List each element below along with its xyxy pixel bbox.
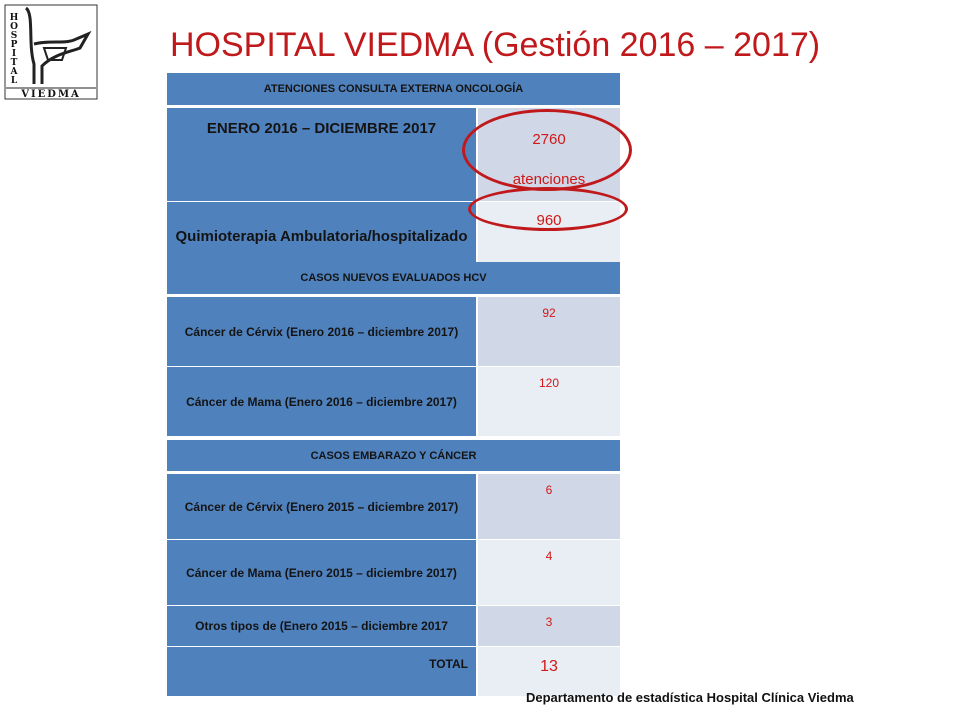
row-value: 960 [477, 202, 620, 273]
logo-letter-i: I [11, 49, 17, 59]
highlight-circle-chemotherapy [468, 187, 628, 231]
pregnancy-cancer-table [167, 440, 620, 696]
total-row [167, 647, 620, 697]
logo-letter-p: P [10, 40, 18, 50]
table-row [167, 606, 620, 647]
new-cases-table [167, 262, 620, 436]
hospital-logo [4, 4, 98, 100]
row-value: 4 [477, 540, 620, 606]
table-header: CASOS EMBARAZO Y CÁNCER [167, 440, 620, 473]
total-value: 13 [477, 647, 620, 697]
logo-letter-s: S [10, 31, 18, 41]
table-row [167, 473, 620, 540]
row-label: Otros tipos de (Enero 2015 – diciembre 2017 [167, 606, 477, 647]
row-label: Cáncer de Mama (Enero 2016 – diciembre 2017) [167, 367, 477, 437]
table-header: ATENCIONES CONSULTA EXTERNA ONCOLOGÍA [167, 73, 620, 107]
row-label: ENERO 2016 – DICIEMBRE 2017 [167, 107, 477, 202]
row-label: Cáncer de Cérvix (Enero 2015 – diciembre 2017) [167, 473, 477, 540]
consultations-count: 2760 [532, 131, 566, 148]
highlight-circle-consultations [462, 109, 632, 191]
row-value: 92 [477, 296, 620, 367]
row-label: Quimioterapia Ambulatoria/hospitalizado [167, 202, 477, 273]
table-header: CASOS NUEVOS EVALUADOS HCV [167, 262, 620, 296]
total-label: TOTAL [167, 647, 477, 697]
consultations-unit: atenciones [512, 171, 586, 188]
row-value: 6 [477, 473, 620, 540]
page-title: HOSPITAL VIEDMA (Gestión 2016 – 2017) [170, 26, 821, 64]
logo-letter-o: O [10, 22, 18, 32]
logo-letter-t: T [10, 58, 18, 68]
row-label: Cáncer de Mama (Enero 2015 – diciembre 2017) [167, 540, 477, 606]
table-row [167, 540, 620, 606]
logo-bottom-text: VIEDMA [21, 89, 81, 100]
row-label: Cáncer de Cérvix (Enero 2016 – diciembre 2017) [167, 296, 477, 367]
table-row [167, 296, 620, 367]
footer-credit: Departamento de estadística Hospital Clínica Viedma [526, 690, 854, 705]
logo-letter-a: A [10, 67, 18, 77]
row-value: 3 [477, 606, 620, 647]
logo-letter-l: L [10, 76, 18, 86]
logo-letter-h: H [9, 13, 19, 23]
row-value: 120 [477, 367, 620, 437]
table-row [167, 367, 620, 437]
